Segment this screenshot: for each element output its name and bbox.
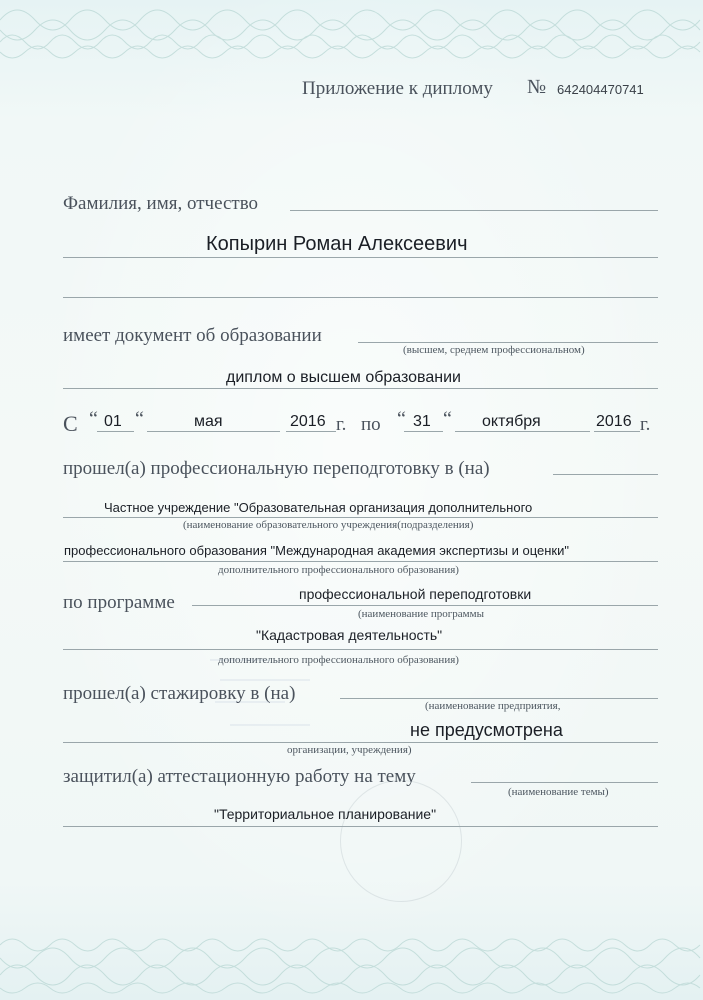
fio-rule-3 <box>63 297 658 298</box>
period-from-prefix: С <box>63 411 78 436</box>
program-hint1: (наименование программы <box>358 608 484 620</box>
thesis-hint: (наименование темы) <box>508 786 609 798</box>
fio-value: Копырин Роман Алексеевич <box>206 233 468 255</box>
close-quote-1: “ <box>135 408 144 430</box>
program-type-rule <box>192 605 658 606</box>
thesis-value-rule <box>63 826 658 827</box>
education-doc-value: диплом о высшем образовании <box>226 369 461 386</box>
thesis-label: защитил(а) аттестационную работу на тему <box>63 766 416 787</box>
from-day-rule <box>97 431 134 432</box>
fio-label: Фамилия, имя, отчество <box>63 193 259 214</box>
to-year-rule <box>594 431 640 432</box>
fio-rule-1 <box>290 210 658 211</box>
program-type-value: профессиональной переподготовки <box>299 586 532 602</box>
program-hint2: дополнительного профессионального образования) <box>218 654 459 666</box>
appendix-label: Приложение к диплому <box>302 78 493 99</box>
retraining-org-line2: профессионального образования "Международная академия экспертизы и оценки" <box>64 543 569 558</box>
internship-value-rule <box>63 742 658 743</box>
education-doc-value-rule <box>63 388 658 389</box>
from-month-rule <box>147 431 280 432</box>
education-doc-label: имеет документ об образовании <box>63 325 322 346</box>
number-sign: № <box>527 76 547 98</box>
internship-hint2: организации, учреждения) <box>287 744 412 756</box>
fio-rule-2 <box>63 257 658 258</box>
close-quote-2: “ <box>443 408 452 430</box>
top-guilloche-ornament <box>0 0 703 70</box>
period-to-month: октября <box>482 413 541 430</box>
retraining-org-line1: Частное учреждение "Образовательная организация дополнительного <box>104 500 533 515</box>
period-from-month: мая <box>194 413 223 430</box>
to-month-rule <box>455 431 590 432</box>
education-doc-hint: (высшем, среднем профессиональном) <box>403 344 585 356</box>
bottom-guilloche-ornament <box>0 930 703 1000</box>
from-year-rule <box>286 431 336 432</box>
program-name-rule <box>63 649 658 650</box>
retraining-hint2: дополнительного профессионального образования) <box>218 564 459 576</box>
open-quote-2: “ <box>397 408 406 430</box>
internship-value: не предусмотрена <box>410 720 563 740</box>
appendix-number: 642404470741 <box>557 82 644 97</box>
period-from-day: 01 <box>104 413 122 430</box>
retraining-label-rule <box>553 474 658 475</box>
retraining-hint1: (наименование образовательного учреждения(подразделения) <box>183 519 474 531</box>
retraining-label: прошел(а) профессиональную переподготовку в (на) <box>63 458 490 479</box>
year-suffix-2: г. <box>640 414 651 435</box>
retraining-org-rule-1 <box>63 517 658 518</box>
education-doc-rule <box>358 342 658 343</box>
thesis-value: "Территориальное планирование" <box>214 806 437 822</box>
internship-label-rule <box>340 698 658 699</box>
to-day-rule <box>404 431 443 432</box>
program-name-value: "Кадастровая деятельность" <box>256 627 443 643</box>
program-label: по программе <box>63 592 175 613</box>
retraining-org-rule-2 <box>63 561 658 562</box>
period-from-year: 2016 <box>290 413 326 430</box>
open-quote-1: “ <box>89 408 98 430</box>
internship-hint1: (наименование предприятия, <box>425 700 561 712</box>
period-to-year: 2016 <box>596 413 632 430</box>
faint-seal-impression <box>340 780 462 902</box>
thesis-label-rule <box>471 782 658 783</box>
internship-label: прошел(а) стажировку в (на) <box>63 683 296 704</box>
period-by-word: по <box>361 414 381 435</box>
period-to-day: 31 <box>413 413 431 430</box>
year-suffix-1: г. <box>336 414 347 435</box>
